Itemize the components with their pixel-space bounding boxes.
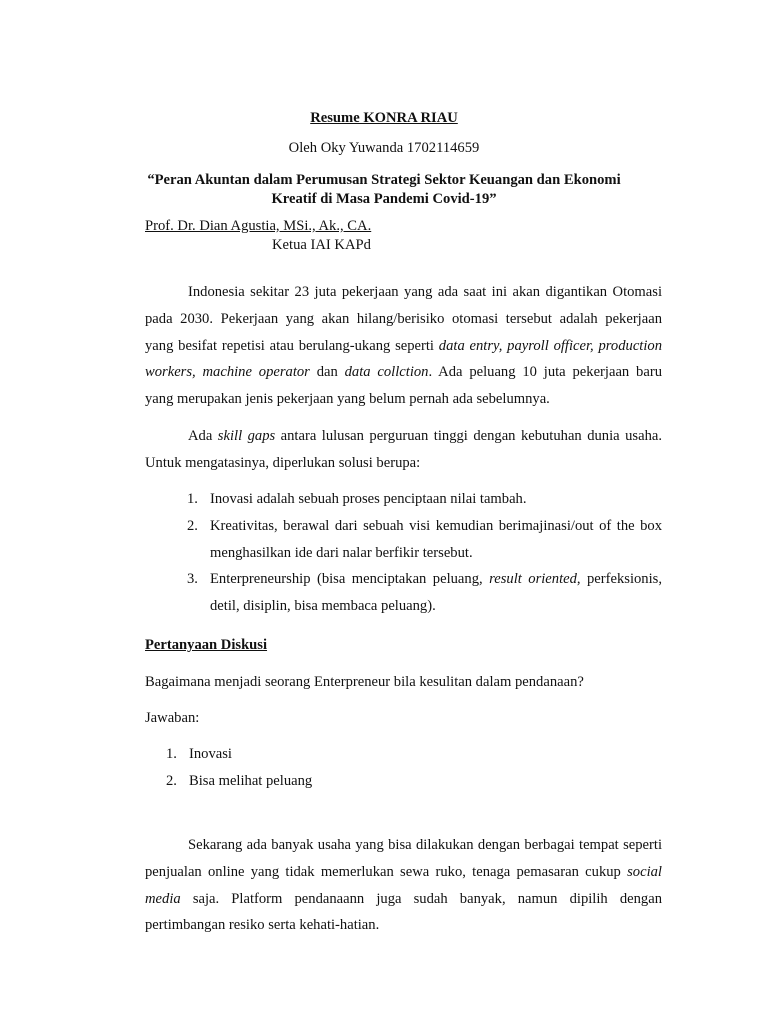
italic-run: workers, machine operator: [145, 364, 310, 381]
list-item: [187, 486, 662, 513]
paragraph-skill-gaps: [145, 423, 662, 477]
paragraph-line: [145, 359, 662, 386]
italic-run: result oriented: [489, 571, 577, 588]
text-run: . Ada peluang 10 juta pekerjaan baru: [428, 364, 662, 381]
text-run: Enterpreneurship (bisa menciptakan peluang,: [210, 571, 490, 588]
italic-run: media: [145, 890, 181, 907]
list-item: [166, 741, 466, 768]
document-title: Resume KONRA RIAU: [310, 110, 458, 126]
list-item: [166, 768, 466, 795]
text-run: yang besifat repetisi atau berulang-ukang seperti: [145, 337, 439, 354]
italic-run: data collction: [344, 364, 429, 381]
list-item-text: [210, 566, 662, 620]
list-line: menghasilkan ide dari nalar berfikir tersebut.: [210, 544, 473, 561]
paragraph-line: [145, 886, 662, 913]
list-item: [187, 513, 662, 567]
list-item-text: [210, 486, 662, 513]
solution-list: [187, 486, 662, 620]
paragraph-line: Untuk mengatasinya, diperlukan solusi berupa:: [145, 454, 421, 471]
paragraph-line: [145, 333, 662, 360]
paragraph-line: pada 2030. Pekerjaan yang akan hilang/berisiko otomasi tersebut adalah pekerjaan: [145, 310, 662, 327]
list-line: [210, 566, 662, 593]
section-heading: Pertanyaan Diskusi: [145, 637, 268, 653]
answer-list: [166, 741, 466, 795]
italic-run: skill gaps: [217, 428, 276, 444]
text-run: penjualan online yang tidak memerlukan sewa ruko, tenaga pemasaran cukup: [145, 863, 628, 880]
speaker-name: Prof. Dr. Dian Agustia, MSi., Ak., CA.: [145, 218, 372, 234]
list-number: 1.: [187, 491, 198, 507]
paragraph-line: [145, 859, 662, 886]
list-line: detil, disiplin, bisa membaca peluang).: [210, 598, 436, 615]
seminar-title-line-1: “Peran Akuntan dalam Perumusan Strategi Sektor Keuangan dan Ekonomi: [147, 172, 621, 188]
seminar-title: [0, 171, 768, 209]
answer-label: Jawaban:: [145, 710, 200, 726]
list-item-text: Inovasi: [189, 746, 232, 762]
paragraph-line: [145, 423, 662, 450]
list-item: [187, 566, 662, 620]
paragraph-line: Indonesia sekitar 23 juta pekerjaan yang ada saat ini akan digantikan Otomasi: [188, 284, 662, 300]
paragraph-closing: [145, 832, 662, 939]
discussion-question: Bagaimana menjadi seorang Enterpreneur bila kesulitan dalam pendanaan?: [145, 674, 584, 690]
text-run: antara lulusan perguruan tinggi dengan kebutuhan dunia usaha.: [275, 428, 662, 444]
paragraph-line: Sekarang ada banyak usaha yang bisa dilakukan dengan berbagai tempat seperti: [188, 837, 662, 853]
list-item-text: Bisa melihat peluang: [189, 772, 313, 789]
list-item-text: [210, 513, 662, 567]
list-number: 2.: [187, 517, 198, 534]
italic-run: data entry, payroll officer, production: [438, 337, 662, 354]
text-run: dan: [309, 364, 345, 381]
text-run: saja. Platform pendanaann juga sudah banyak, namun dipilih dengan: [180, 890, 662, 907]
paragraph-automation: [145, 279, 662, 413]
list-number: 2.: [166, 772, 177, 789]
list-line: Inovasi adalah sebuah proses penciptaan nilai tambah.: [210, 491, 527, 507]
list-number: 1.: [166, 746, 177, 762]
italic-run: social: [627, 863, 662, 880]
list-line: Kreativitas, berawal dari sebuah visi kemudian berimajinasi/out of the box: [210, 517, 662, 534]
text-run: , perfeksionis,: [576, 571, 662, 588]
seminar-title-line-2: Kreatif di Masa Pandemi Covid-19”: [271, 191, 497, 207]
author-line: Oleh Oky Yuwanda 1702114659: [288, 140, 480, 156]
speaker-role: Ketua IAI KAPd: [272, 237, 371, 253]
list-number: 3.: [187, 571, 198, 588]
text-run: Ada: [188, 428, 218, 444]
paragraph-line: pertimbangan resiko serta kehati-hatian.: [145, 917, 380, 934]
paragraph-line: yang merupakan jenis pekerjaan yang belum pernah ada sebelumnya.: [145, 391, 550, 408]
